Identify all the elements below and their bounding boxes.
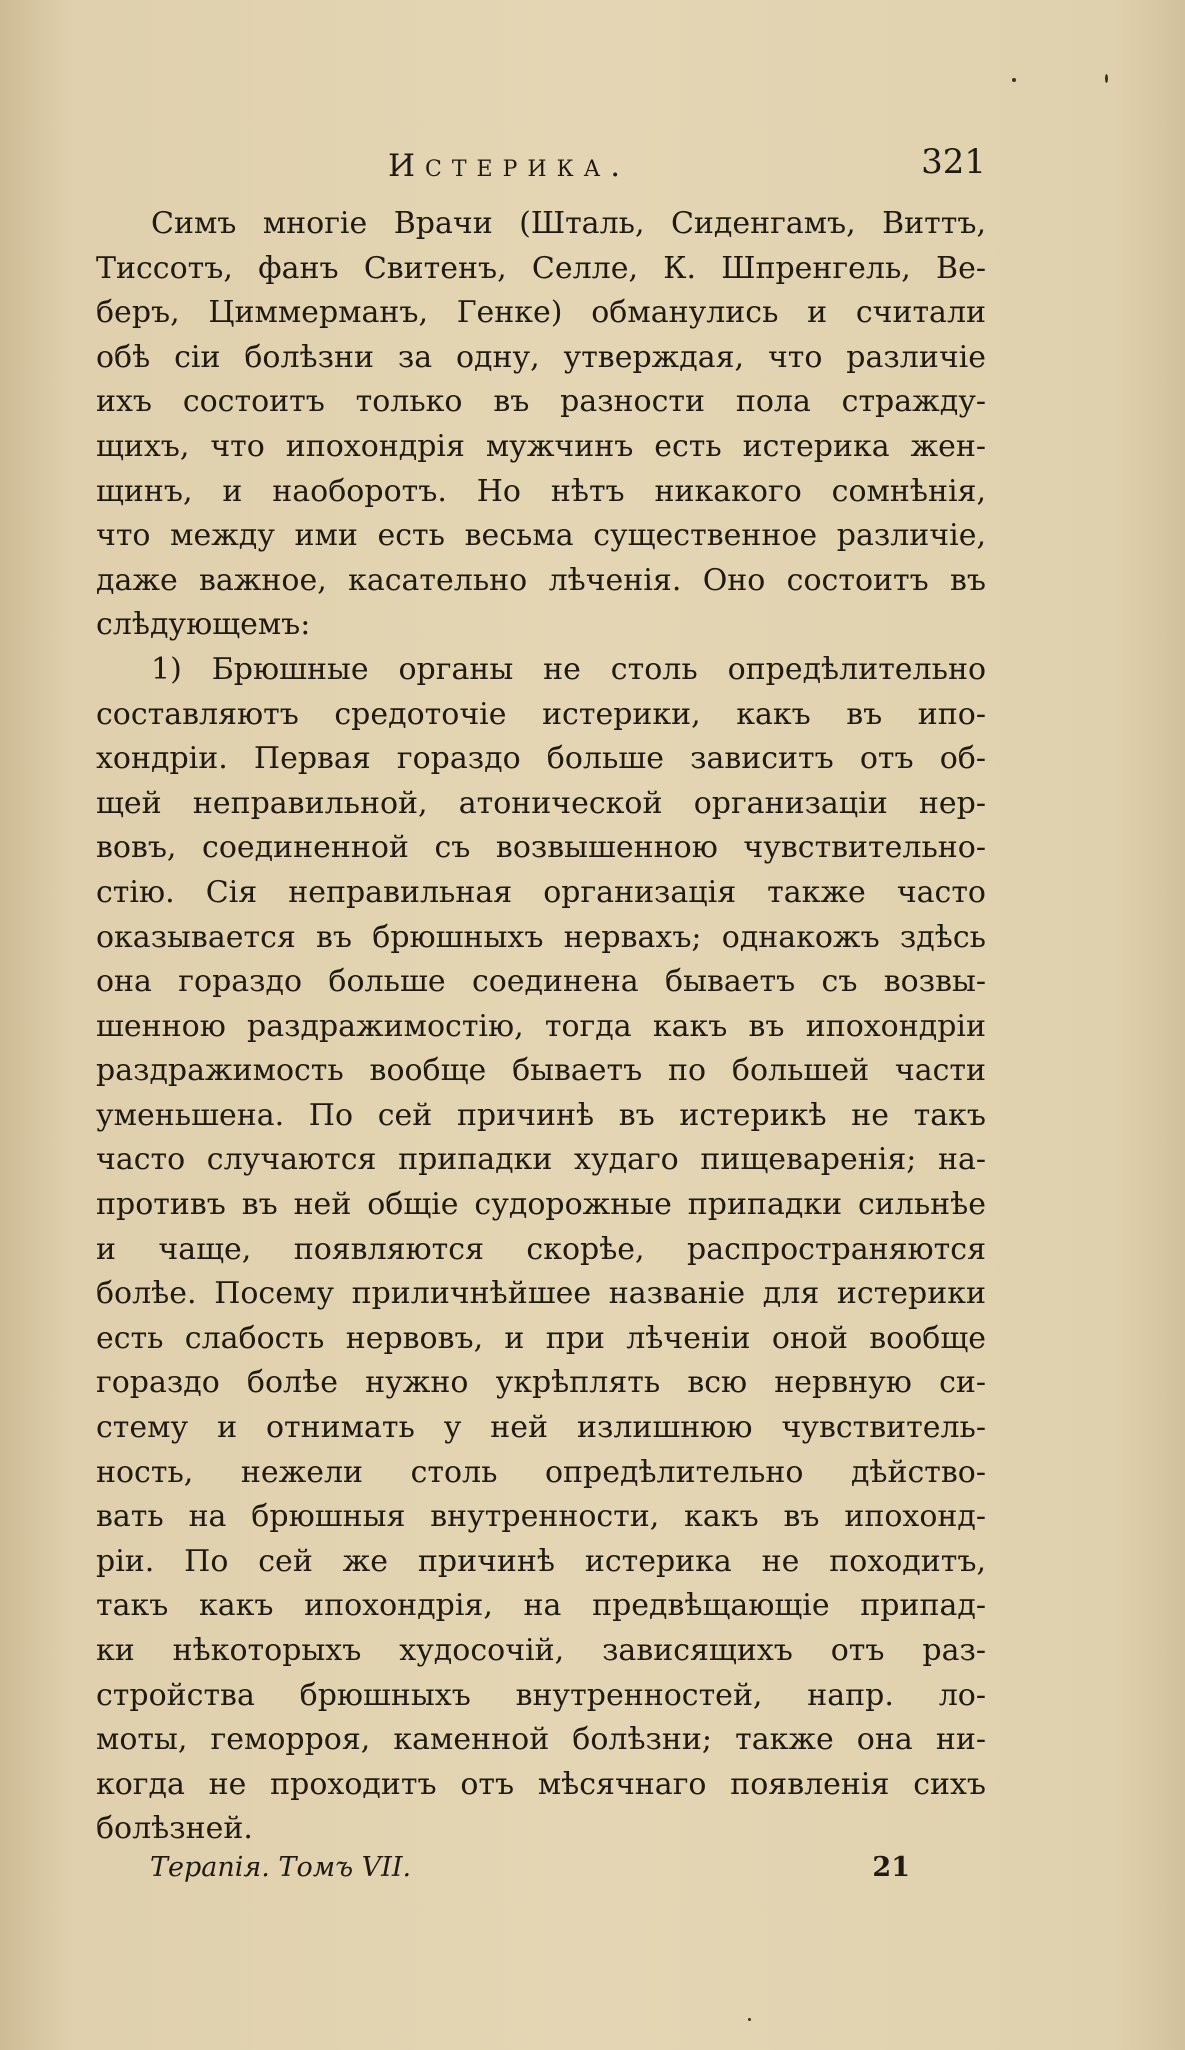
- text-line: противъ въ ней общіе судорожные припадки сильнѣе: [96, 1187, 986, 1223]
- text-line: стройства брюшныхъ внутренностей, напр. ло-: [96, 1677, 986, 1713]
- text-line: ихъ состоитъ только въ разности пола стражду-: [96, 384, 986, 420]
- ink-speck: [1012, 78, 1016, 82]
- text-line: ріи. По сей же причинѣ истерика не походитъ,: [96, 1543, 986, 1579]
- text-line: Тиссотъ, фанъ Свитенъ, Селле, К. Шпренгель, Ве-: [96, 250, 986, 286]
- text-line: щихъ, что ипохондрія мужчинъ есть истерика жен-: [96, 428, 986, 464]
- text-line: что между ими есть весьма существенное различіе,: [96, 518, 986, 554]
- text-line: болѣзней.: [96, 1811, 253, 1847]
- text-line: она гораздо больше соединена бываетъ съ возвы-: [96, 964, 986, 1000]
- text-line: моты, геморроя, каменной болѣзни; также она ни-: [96, 1722, 986, 1758]
- text-line: уменьшена. По сей причинѣ въ истерикѣ не такъ: [96, 1097, 986, 1133]
- text-line: ность, нежели столь опредѣлительно дѣйство-: [96, 1454, 986, 1490]
- page-footer: [150, 1852, 910, 1892]
- text-line: Симъ многіе Врачи (Шталь, Сиденгамъ, Виттъ,: [151, 206, 986, 241]
- text-line: раздражимость вообще бываетъ по большей части: [96, 1053, 986, 1089]
- text-line: хондріи. Первая гораздо больше зависитъ отъ об-: [96, 741, 986, 777]
- ink-speck: [748, 2018, 751, 2021]
- ink-speck: [1105, 74, 1108, 83]
- text-line: стему и отнимать у ней излишнюю чувствитель-: [96, 1410, 986, 1446]
- text-line: есть слабость нервовъ, и при лѣченіи оной вообще: [96, 1320, 986, 1356]
- text-line: болѣе. Посему приличнѣйшее названіе для истерики: [96, 1276, 986, 1312]
- text-line: оказывается въ брюшныхъ нервахъ; однакожъ здѣсь: [96, 919, 986, 955]
- text-line: обѣ сіи болѣзни за одну, утверждая, что различіе: [96, 339, 986, 375]
- text-line: шенною раздражимостію, тогда какъ въ ипохондріи: [96, 1008, 986, 1044]
- signature-title: Терапія. Томъ VII.: [150, 1852, 412, 1883]
- text-line: и чаще, появляются скорѣе, распространяются: [96, 1231, 986, 1267]
- signature-mark: 21: [872, 1852, 910, 1883]
- text-line: гораздо болѣе нужно укрѣплять всю нервную си-: [96, 1365, 986, 1401]
- text-line: 1) Брюшные органы не столь опредѣлительно: [151, 651, 986, 687]
- text-line: вать на брюшныя внутренности, какъ въ ипохонд-: [96, 1499, 986, 1535]
- text-line: ки нѣкоторыхъ худосочій, зависящихъ отъ раз-: [96, 1633, 986, 1668]
- text-line: стію. Сія неправильная организація также часто: [96, 874, 986, 910]
- text-line: вовъ, соединенной съ возвышенною чувствительно-: [96, 830, 986, 866]
- text-line: часто случаются припадки худаго пищеваренія; на-: [96, 1142, 986, 1178]
- text-line: когда не проходитъ отъ мѣсячнаго появленія сихъ: [96, 1766, 986, 1802]
- text-line: слѣдующемъ:: [96, 607, 311, 643]
- body-text: [96, 202, 986, 1852]
- running-title: Истерика.: [388, 148, 631, 184]
- text-line: щинъ, и наоборотъ. Но нѣтъ никакого сомнѣнія,: [96, 473, 986, 509]
- page-header: [96, 142, 986, 192]
- text-line: даже важное, касательно лѣченія. Оно состоитъ въ: [96, 562, 986, 598]
- text-line: щей неправильной, атонической организаціи нер-: [96, 785, 986, 821]
- text-line: беръ, Циммерманъ, Генке) обманулись и считали: [96, 295, 986, 331]
- text-line: такъ какъ ипохондрія, на предвѣщающіе припад-: [96, 1588, 986, 1624]
- page-number: 321: [921, 142, 986, 182]
- text-line: составляютъ средоточіе истерики, какъ въ ипо-: [96, 696, 986, 732]
